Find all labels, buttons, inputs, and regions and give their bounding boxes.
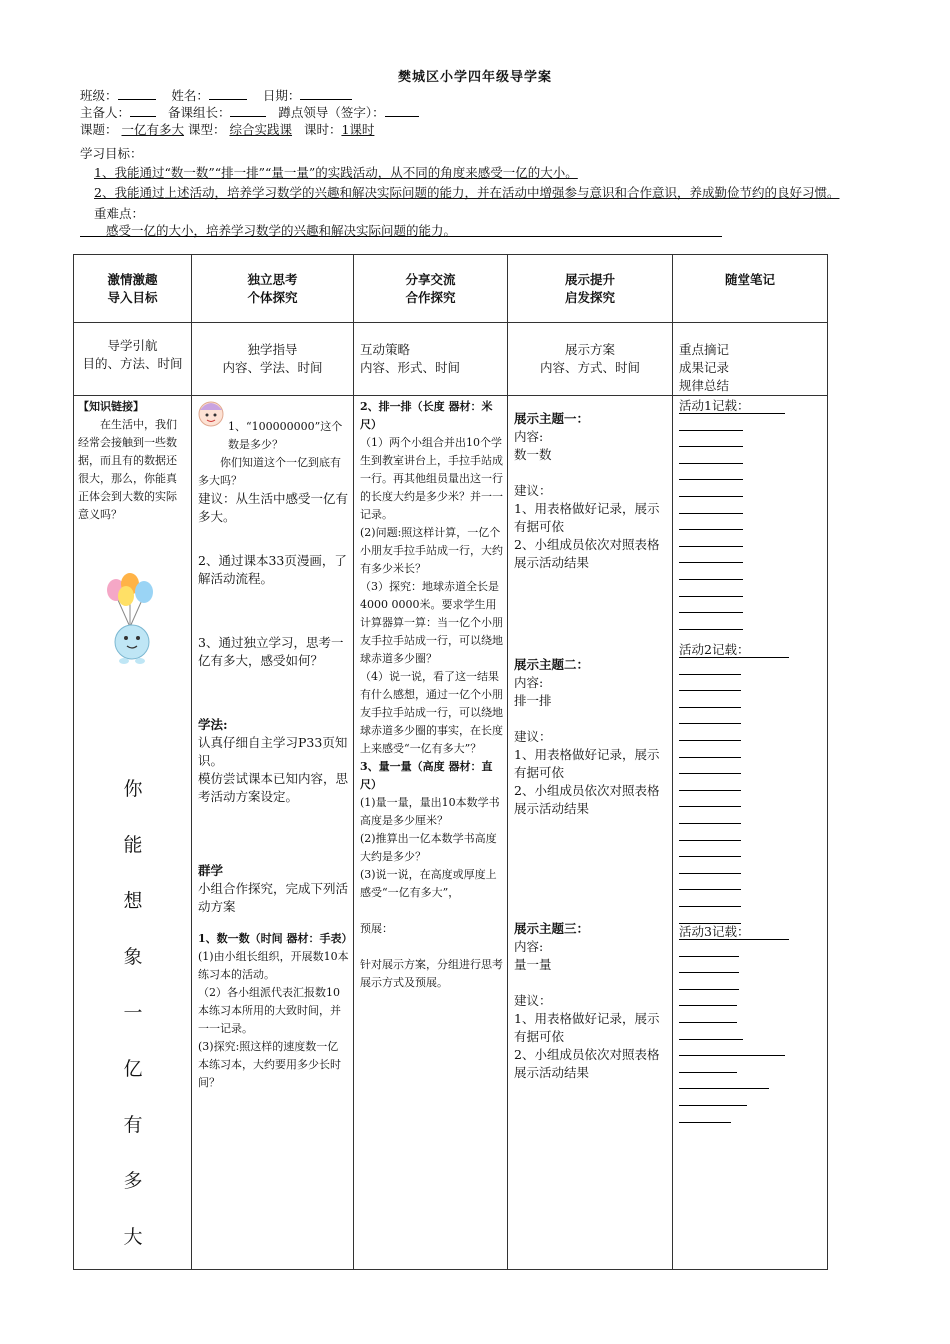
vertical-char: 大 — [123, 1226, 143, 1248]
study-text: 认真仔细自主学习P33页知识。 — [198, 735, 348, 768]
theme-content-label: 内容: — [514, 675, 544, 690]
theme-block-1 — [514, 410, 668, 572]
activity3-item: (3)说一说，在高度或厚度上感受“一亿有多大”， — [360, 868, 497, 899]
activity1-title: 1、数一数（时间 器材：手表） — [198, 932, 353, 945]
theme-advice-label: 建议： — [514, 729, 552, 744]
activity2-title: 2、排一排（长度 器材：米尺） — [360, 400, 493, 431]
theme-content: 排一排 — [514, 693, 552, 708]
knowledge-title: 【知识链接】 — [78, 400, 144, 413]
class-field[interactable] — [118, 87, 156, 100]
study-title: 学法: — [198, 717, 228, 732]
key-label: 重难点： — [94, 206, 145, 221]
supervisor-field[interactable] — [385, 104, 419, 117]
col2-item2: 2、通过课本33页漫画，了解活动流程。 — [198, 553, 347, 586]
theme-block-2 — [514, 656, 668, 818]
header-col-3: 分享交流 合作探究 — [354, 255, 508, 323]
note-lines[interactable] — [679, 940, 785, 1123]
theme-advice-label: 建议： — [514, 483, 552, 498]
theme-title: 展示主题三： — [514, 921, 590, 936]
record-block-3 — [679, 924, 789, 1123]
body-col-2 — [192, 396, 354, 1270]
date-label: 日期： — [262, 88, 301, 103]
record-block-1 — [679, 398, 785, 630]
child-face-illustration — [196, 398, 226, 432]
theme-block-3 — [514, 920, 668, 1082]
activity2-item: (2)问题:照这样计算，一亿个小朋友手拉手站成一行，大约有多少米长？ — [360, 526, 503, 575]
activity1-item: （2）各小组派代表汇报数10本练习本所用的大致时间，并一一记录。 — [198, 986, 341, 1035]
hours-label: 课时： — [303, 122, 342, 137]
vertical-char: 你 — [123, 778, 143, 800]
record-label: 活动1记载： — [679, 398, 785, 414]
key-text: 感受一亿的大小，培养学习数学的兴趣和解决实际问题的能力。 — [80, 221, 722, 237]
study-text-2: 模仿尝试课本已知内容，思考活动方案设定。 — [198, 771, 349, 804]
vertical-char: 多 — [123, 1170, 143, 1192]
balloon-character-illustration — [100, 572, 160, 666]
subheader-col-4: 展示方案 内容、方式、时间 — [508, 323, 673, 396]
type-label: 课型： — [188, 122, 226, 137]
table-body-row — [74, 396, 828, 1270]
subheader-col-3: 互动策略 内容、形式、时间 — [354, 323, 508, 396]
topic-label: 课题： — [80, 122, 118, 137]
header-row-3 — [80, 120, 374, 138]
theme-advice-label: 建议： — [514, 993, 552, 1008]
theme-advice: 1、用表格做好记录，展示有据可依 — [514, 501, 660, 534]
group-leader-field[interactable] — [230, 104, 266, 117]
goals-label: 学习目标： — [80, 146, 143, 161]
topic-value: 一亿有多大 — [121, 122, 185, 137]
vertical-char: 能 — [123, 834, 143, 856]
col2-item1: 1、“100000000”这个数是多少？ — [228, 420, 343, 451]
preview-text: 针对展示方案，分组进行思考展示方式及预展。 — [360, 958, 503, 989]
vertical-char: 有 — [123, 1114, 143, 1136]
subheader-col-2: 独学指导 内容、学法、时间 — [192, 323, 354, 396]
record-block-2 — [679, 642, 789, 924]
hours-value: 1课时 — [341, 122, 375, 137]
theme-advice: 2、小组成员依次对照表格展示活动结果 — [514, 783, 660, 816]
page-title: 樊城区小学四年级导学案 — [397, 70, 552, 85]
group-leader-label: 备课组长： — [167, 105, 231, 120]
goal-1: 1、我能通过“数一数”“排一排”“量一量”的实践活动，从不同的角度来感受一亿的大小。 — [94, 165, 578, 180]
theme-title: 展示主题一： — [514, 411, 590, 426]
theme-content: 数一数 — [514, 447, 552, 462]
type-value: 综合实践课 — [229, 122, 293, 137]
date-field[interactable] — [300, 87, 352, 100]
vertical-char: 一 — [123, 1002, 143, 1024]
supervisor-label: 蹲点领导（签字）： — [278, 105, 385, 120]
header-row-2 — [80, 103, 419, 121]
activity3-item: (1)量一量，量出10本数学书高度是多少厘米？ — [360, 796, 500, 827]
theme-advice: 2、小组成员依次对照表格展示活动结果 — [514, 1047, 660, 1080]
body-col-3 — [354, 396, 508, 1270]
activity2-item: （4）说一说，看了这一结果有什么感想，通过一亿个小朋友手拉手站成一行，可以绕地球赤道多少圈的事实，在长度上来感受“一亿有多大”？ — [360, 670, 503, 755]
table-subheader-row — [74, 323, 828, 396]
theme-advice: 1、用表格做好记录，展示有据可依 — [514, 747, 660, 780]
name-field[interactable] — [209, 87, 247, 100]
preview-label: 预展： — [360, 922, 393, 935]
table-header-row — [74, 255, 828, 323]
header-col-2: 独立思考 个体探究 — [192, 255, 354, 323]
vertical-char: 想 — [123, 890, 143, 912]
header-col-5: 随堂笔记 — [673, 255, 828, 323]
theme-content-label: 内容: — [514, 939, 544, 954]
subheader-col-5: 重点摘记 成果记录 规律总结 — [673, 323, 828, 396]
theme-advice: 2、小组成员依次对照表格展示活动结果 — [514, 537, 660, 570]
activity3-title: 3、量一量（高度 器材：直尺） — [360, 760, 493, 791]
body-col-5 — [673, 396, 828, 1270]
group-title: 群学 — [198, 863, 224, 878]
note-lines[interactable] — [679, 658, 741, 924]
knowledge-text: 在生活中，我们经常会接触到一些数据，而且有的数据还很大，那么，你能真正体会到大数的实际意义吗？ — [78, 418, 177, 521]
theme-advice: 1、用表格做好记录，展示有据可依 — [514, 1011, 660, 1044]
theme-title: 展示主题二： — [514, 657, 590, 672]
col2-item1b: 你们知道这个一亿到底有多大吗？ — [198, 456, 341, 487]
header-col-4: 展示提升 启发探究 — [508, 255, 673, 323]
vertical-char: 象 — [123, 946, 143, 968]
record-label: 活动3记载： — [679, 924, 789, 940]
preparer-field[interactable] — [130, 104, 156, 117]
activity1-item: (3)探究:照这样的速度数一亿本练习本，大约要用多少长时间？ — [198, 1040, 341, 1089]
note-lines[interactable] — [679, 414, 743, 630]
activity3-item: (2)推算出一亿本数学书高度大约是多少？ — [360, 832, 497, 863]
study-guide-table — [73, 254, 828, 1270]
class-label: 班级： — [80, 88, 118, 103]
activity2-item: （1）两个小组合并出10个学生到教室讲台上，手拉手站成一行。再其他组员量出这一行的长度大约是多少米？并一一记录。 — [360, 436, 503, 521]
activity2-item: （3）探究：地球赤道全长是4000 0000米。要求学生用计算器算一算：当一亿个小朋友手拉手站成一行，可以绕地球赤道多少圈？ — [360, 580, 503, 665]
name-label: 姓名： — [171, 88, 209, 103]
body-col-4 — [508, 396, 673, 1270]
theme-content-label: 内容: — [514, 429, 544, 444]
header-col-1: 激情激趣 导入目标 — [74, 255, 192, 323]
theme-content: 量一量 — [514, 957, 552, 972]
vertical-char: 亿 — [123, 1058, 143, 1080]
group-text: 小组合作探究，完成下列活动方案 — [198, 881, 349, 914]
goal-2: 2、我能通过上述活动，培养学习数学的兴趣和解决实际问题的能力，并在活动中增强参与意识和合作意识，养成勤俭节约的良好习惯。 — [94, 185, 840, 200]
col2-item1c: 建议：从生活中感受一亿有多大。 — [198, 491, 349, 524]
col2-item3: 3、通过独立学习，思考一亿有多大，感受如何？ — [198, 635, 344, 668]
activity1-item: (1)由小组长组织，开展数10本练习本的活动。 — [198, 950, 349, 981]
body-col-1 — [74, 396, 192, 1270]
subheader-col-1: 导学引航 目的、方法、时间 — [74, 323, 192, 396]
preparer-label: 主备人： — [80, 105, 131, 120]
header-row-1 — [80, 86, 352, 104]
record-label: 活动2记载： — [679, 642, 789, 658]
